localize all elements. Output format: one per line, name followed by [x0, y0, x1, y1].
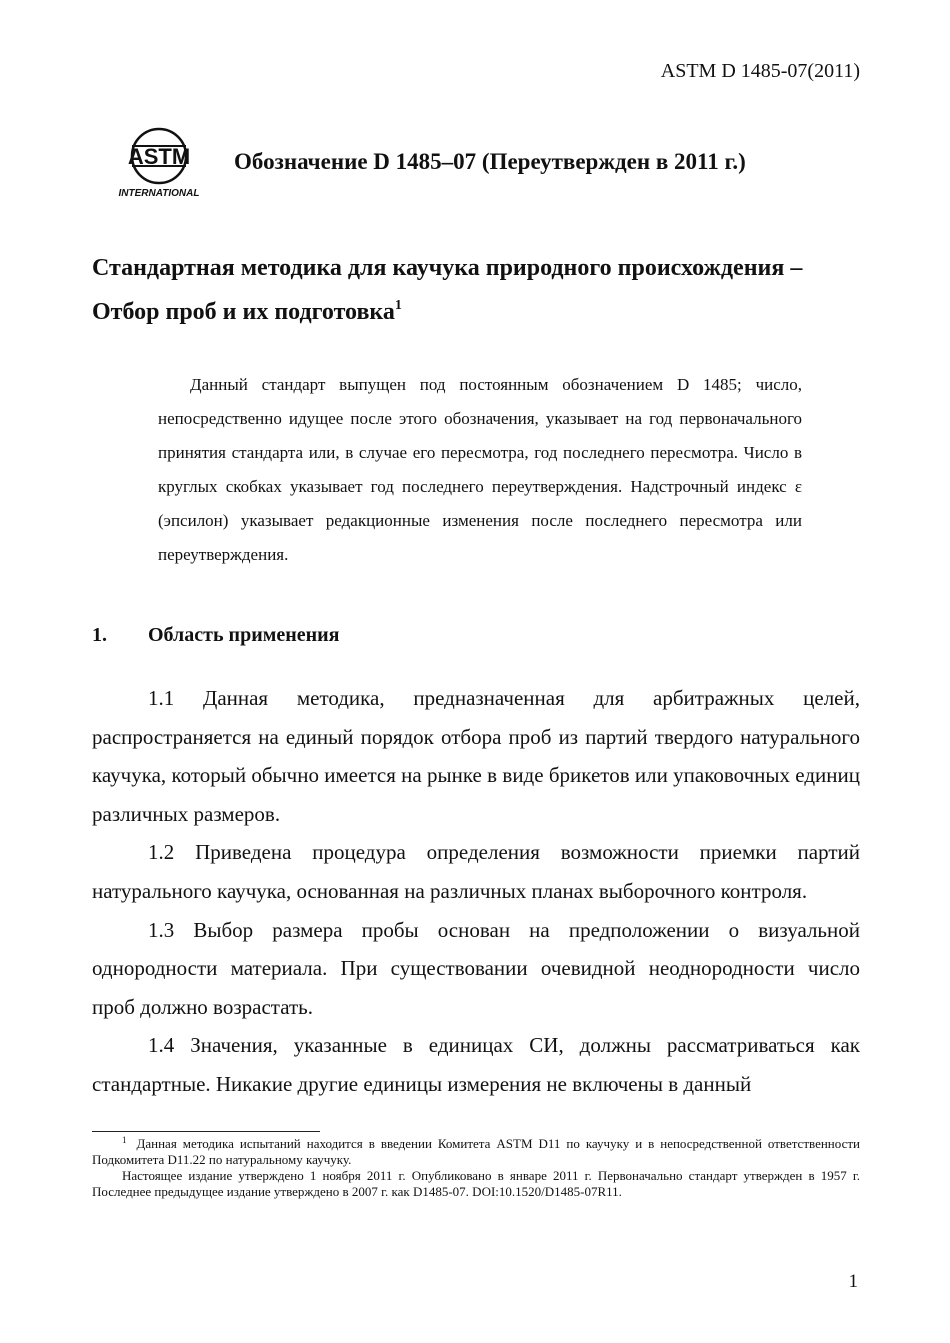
- footnote-separator: [92, 1131, 320, 1132]
- footnotes: [92, 1136, 860, 1200]
- logo-letters: ASTM: [127, 144, 191, 169]
- paragraph-1-2: 1.2 Приведена процедура определения возможности приемки партий натурального каучука, основанная на различных планах выборочного контроля.: [92, 840, 860, 903]
- paragraph-1-1: 1.1 Данная методика, предназначенная для арбитражных целей, распространяется на единый порядок отбора проб из партий твердого натурального каучука, который обычно имеется на рынке в виде брикетов или упаковочных единиц различных размеров.: [92, 686, 860, 826]
- standard-designation: Обозначение D 1485–07 (Переутвержден в 2011 г.): [234, 149, 746, 174]
- paragraph-1-3: 1.3 Выбор размера пробы основан на предположении о визуальной однородности материала. При существовании очевидной неоднородности число проб должно возрастать.: [92, 917, 860, 1019]
- section-heading: [92, 624, 340, 647]
- document-code: ASTM D 1485-07(2011): [660, 60, 860, 82]
- footnote-marker: 1: [122, 1135, 127, 1145]
- section-number: 1.: [92, 624, 107, 646]
- paragraph-1-4: 1.4 Значения, указанные в единицах СИ, должны рассматриваться как стандартные. Никакие другие единицы измерения не включены в данный: [92, 1033, 860, 1096]
- standard-notice: Данный стандарт выпущен под постоянным обозначением D 1485; число, непосредственно идущее после этого обозначения, указывает на год первоначального принятия стандарта или, в случае его пересмотра, год последнего пересмотра. Число в круглых скобках указывает год последнего переутверждения. Надстрочный индекс ε (эпсилон) указывает редакционные изменения после последнего пересмотра или переутверждения.: [158, 375, 802, 564]
- section-title: Область применения: [148, 624, 340, 646]
- footnote-1: [92, 1136, 860, 1168]
- footnote-2: Настоящее издание утверждено 1 ноября 2011 г. Опубликовано в январе 2011 г. Первоначально стандарт утвержден в 1957 г. Последнее предыдущее издание утверждено в 2007 г. как D1485-07. DOI:10.1520/D1485-07R11.: [92, 1168, 860, 1199]
- page-number: 1: [848, 1271, 858, 1292]
- title-text: Стандартная методика для каучука природного происхождения – Отбор проб и их подготовка: [92, 255, 803, 325]
- footnote-1-text: Данная методика испытаний находится в введении Комитета ASTM D11 по каучуку и в непосредственной ответственности Подкомитета D11.22 по натуральному каучуку.: [92, 1136, 860, 1167]
- astm-logo: [118, 126, 200, 200]
- section-body: [92, 679, 860, 1104]
- logo-subtext: INTERNATIONAL: [118, 188, 200, 199]
- document-title: [92, 246, 862, 334]
- title-footnote-ref: 1: [394, 298, 402, 313]
